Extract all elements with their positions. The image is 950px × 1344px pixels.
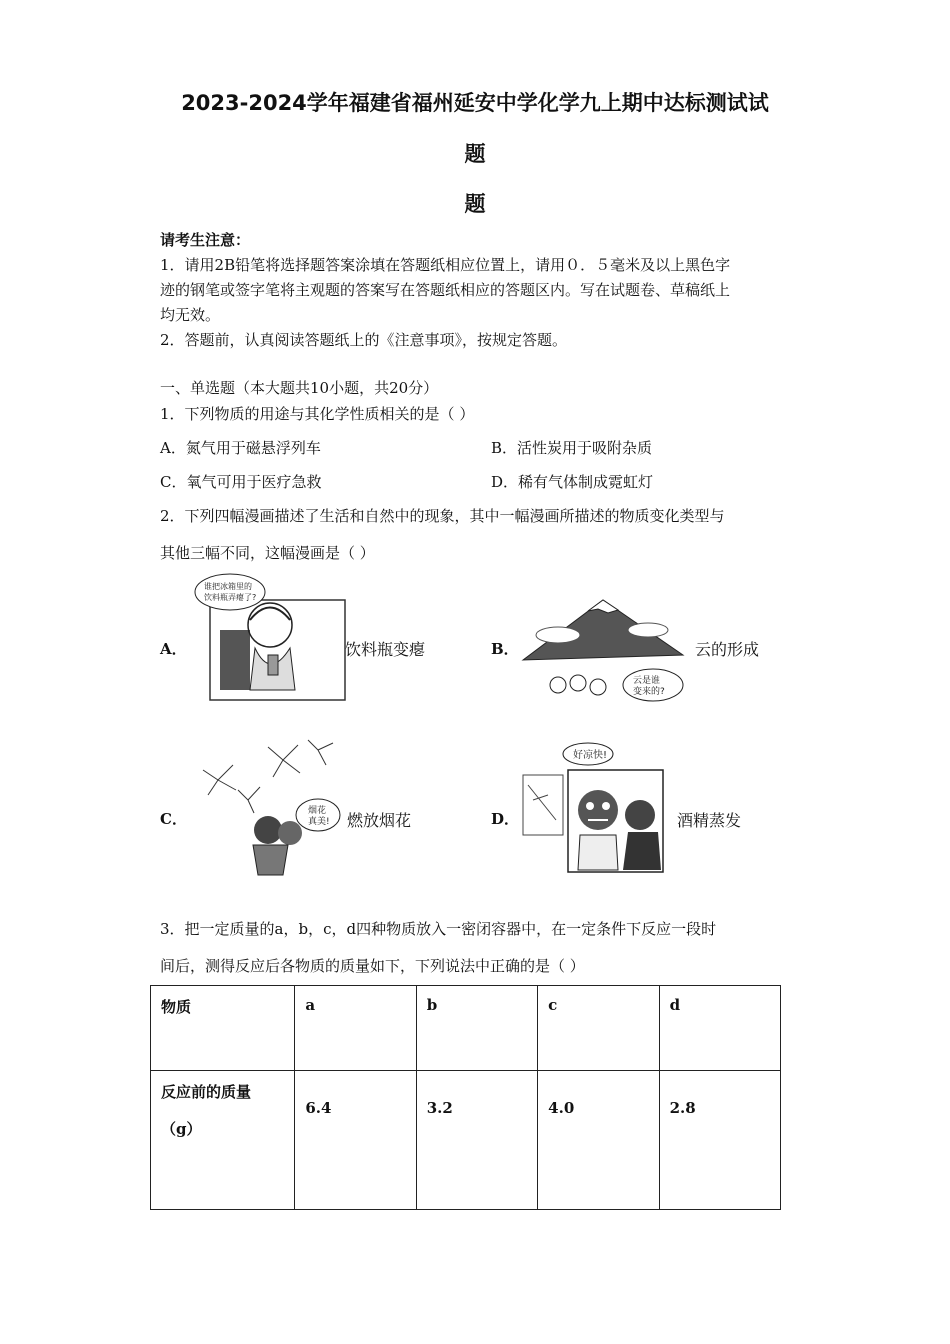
q2-option-c-cartoon-illustration — [188, 735, 353, 880]
q2-option-c-caption: 燃放烟花 — [347, 811, 412, 830]
notice-item1-line2: 迹的钢笔或签字笔将主观题的答案写在答题纸相应的答题区内。写在试题卷、草稿纸上 — [160, 281, 731, 299]
table-header-row — [151, 986, 781, 1071]
q1-option-a[interactable]: A．氮气用于磁悬浮列车 — [160, 439, 321, 457]
q2-option-a-bubble-text: 谁把冰箱里的 — [204, 582, 252, 591]
table-row-label-cell — [151, 1071, 295, 1210]
table-header-cell: a — [295, 986, 416, 1071]
notice-item1-line3: 均无效。 — [160, 306, 221, 324]
table-header-cell: d — [659, 986, 780, 1071]
q2-option-a-cartoon-illustration — [190, 570, 350, 710]
svg-text:饮料瓶弄瘪了?: 饮料瓶弄瘪了? — [204, 593, 257, 602]
q2-option-c-label[interactable]: C． — [160, 810, 187, 828]
q1-option-b[interactable]: B．活性炭用于吸附杂质 — [491, 439, 653, 457]
table-cell: 2.8 — [659, 1071, 780, 1210]
svg-text:烟花: 烟花 — [308, 806, 327, 816]
q3-mass-table — [150, 985, 781, 1210]
table-header-cell: c — [538, 986, 659, 1071]
table-row-label: 反应前的质量 — [161, 1083, 252, 1101]
q2-option-d-caption: 酒精蒸发 — [677, 811, 742, 830]
q2-option-b-label[interactable]: B． — [491, 640, 519, 658]
q1-stem: 1．下列物质的用途与其化学性质相关的是（ ） — [160, 405, 475, 423]
svg-text:真美!: 真美! — [308, 817, 330, 827]
table-row-unit: （g） — [161, 1120, 202, 1138]
q2-stem-line1: 2．下列四幅漫画描述了生活和自然中的现象，其中一幅漫画所描述的物质变化类型与 — [160, 507, 725, 525]
q2-option-b-caption: 云的形成 — [695, 640, 760, 659]
q2-stem-line2: 其他三幅不同，这幅漫画是（ ） — [160, 544, 375, 562]
table-cell: 4.0 — [538, 1071, 659, 1210]
svg-text:云是谁: 云是谁 — [633, 676, 661, 686]
q1-option-c[interactable]: C．氧气可用于医疗急救 — [160, 473, 322, 491]
table-cell: 6.4 — [295, 1071, 416, 1210]
notice-item2: 2．答题前，认真阅读答题纸上的《注意事项》，按规定答题。 — [160, 331, 568, 349]
svg-text:变来的?: 变来的? — [633, 687, 665, 697]
table-cell: 3.2 — [416, 1071, 537, 1210]
page-title-line1: 2023-2024学年福建省福州延安中学化学九上期中达标测试试 — [181, 91, 769, 115]
page-title-line2: 题 — [464, 142, 486, 166]
table-row — [151, 1071, 781, 1210]
section1-heading: 一、单选题（本大题共10小题，共20分） — [160, 379, 439, 397]
q2-option-a-caption: 饮料瓶变瘪 — [345, 640, 426, 659]
q2-option-a-label[interactable]: A． — [160, 640, 187, 658]
q3-stem-line2: 间后，测得反应后各物质的质量如下，下列说法中正确的是（ ） — [160, 957, 585, 975]
q2-option-d-label[interactable]: D． — [491, 810, 520, 828]
notice-heading: 请考生注意： — [160, 231, 251, 249]
q3-stem-line1: 3．把一定质量的a，b，c，d四种物质放入一密闭容器中，在一定条件下反应一段时 — [160, 920, 717, 938]
table-header-cell: 物质 — [151, 986, 295, 1071]
q2-option-b-cartoon-illustration — [518, 595, 693, 710]
table-header-cell: b — [416, 986, 537, 1071]
q1-option-d[interactable]: D．稀有气体制成霓虹灯 — [491, 473, 654, 491]
svg-text:好凉快!: 好凉快! — [573, 750, 608, 761]
page-title-line3: 题 — [464, 192, 486, 216]
q2-option-d-cartoon-illustration — [518, 740, 668, 875]
notice-item1-line1: 1．请用2B铅笔将选择题答案涂填在答题纸相应位置上，请用０．５毫米及以上黑色字 — [160, 256, 731, 274]
